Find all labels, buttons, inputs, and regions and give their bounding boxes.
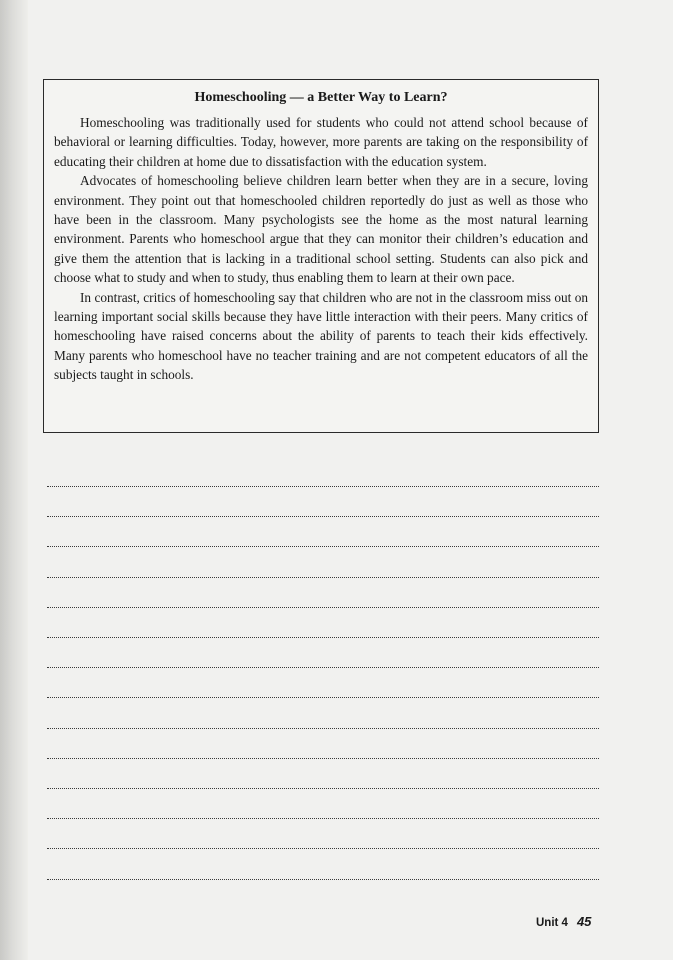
page-binding-shadow bbox=[0, 0, 28, 960]
writing-line[interactable] bbox=[47, 486, 599, 487]
writing-line[interactable] bbox=[47, 788, 599, 789]
writing-line[interactable] bbox=[47, 637, 599, 638]
writing-line[interactable] bbox=[47, 879, 599, 880]
passage-paragraph-1: Homeschooling was traditionally used for students who could not attend school because of behavioral or learning difficulties. Today, however, more parents are taking on the responsibility of educating their children at home due to dissatisfaction with the education system. bbox=[54, 115, 588, 169]
page-number: 45 bbox=[576, 914, 592, 929]
writing-lines bbox=[47, 0, 599, 960]
passage-title: Homeschooling — a Better Way to Learn? bbox=[194, 90, 448, 105]
passage-paragraph-2: Advocates of homeschooling believe children learn better when they are in a secure, loving environment. They point out that homeschooled children reportedly do just as well as those who have been in the classroom. Many psychologists see the home as the most natural learning environment. Parents who homeschool argue that they can monitor their children’s education and give them the attention that is lacking in a traditional school setting. Students can also pick and choose what to study and when to study, thus enabling them to learn at their own pace. bbox=[54, 173, 588, 286]
writing-line[interactable] bbox=[47, 607, 599, 608]
passage-paragraph-3: In contrast, critics of homeschooling say that children who are not in the classroom miss out on learning important social skills because they have little interaction with their peers. Many critics of homeschooling have raised concerns about the ability of parents to teach their kids effectively. Many parents who homeschool have no teacher training and are not competent educators of all the subjects taught in schools. bbox=[54, 289, 588, 383]
writing-line[interactable] bbox=[47, 577, 599, 578]
writing-line[interactable] bbox=[47, 728, 599, 729]
writing-line[interactable] bbox=[47, 848, 599, 849]
writing-line[interactable] bbox=[47, 697, 599, 698]
writing-line[interactable] bbox=[47, 818, 599, 819]
writing-line[interactable] bbox=[47, 546, 599, 547]
writing-line[interactable] bbox=[47, 667, 599, 668]
writing-line[interactable] bbox=[47, 758, 599, 759]
unit-label: Unit 4 bbox=[536, 917, 568, 929]
writing-line[interactable] bbox=[47, 516, 599, 517]
page-footer bbox=[536, 914, 591, 929]
